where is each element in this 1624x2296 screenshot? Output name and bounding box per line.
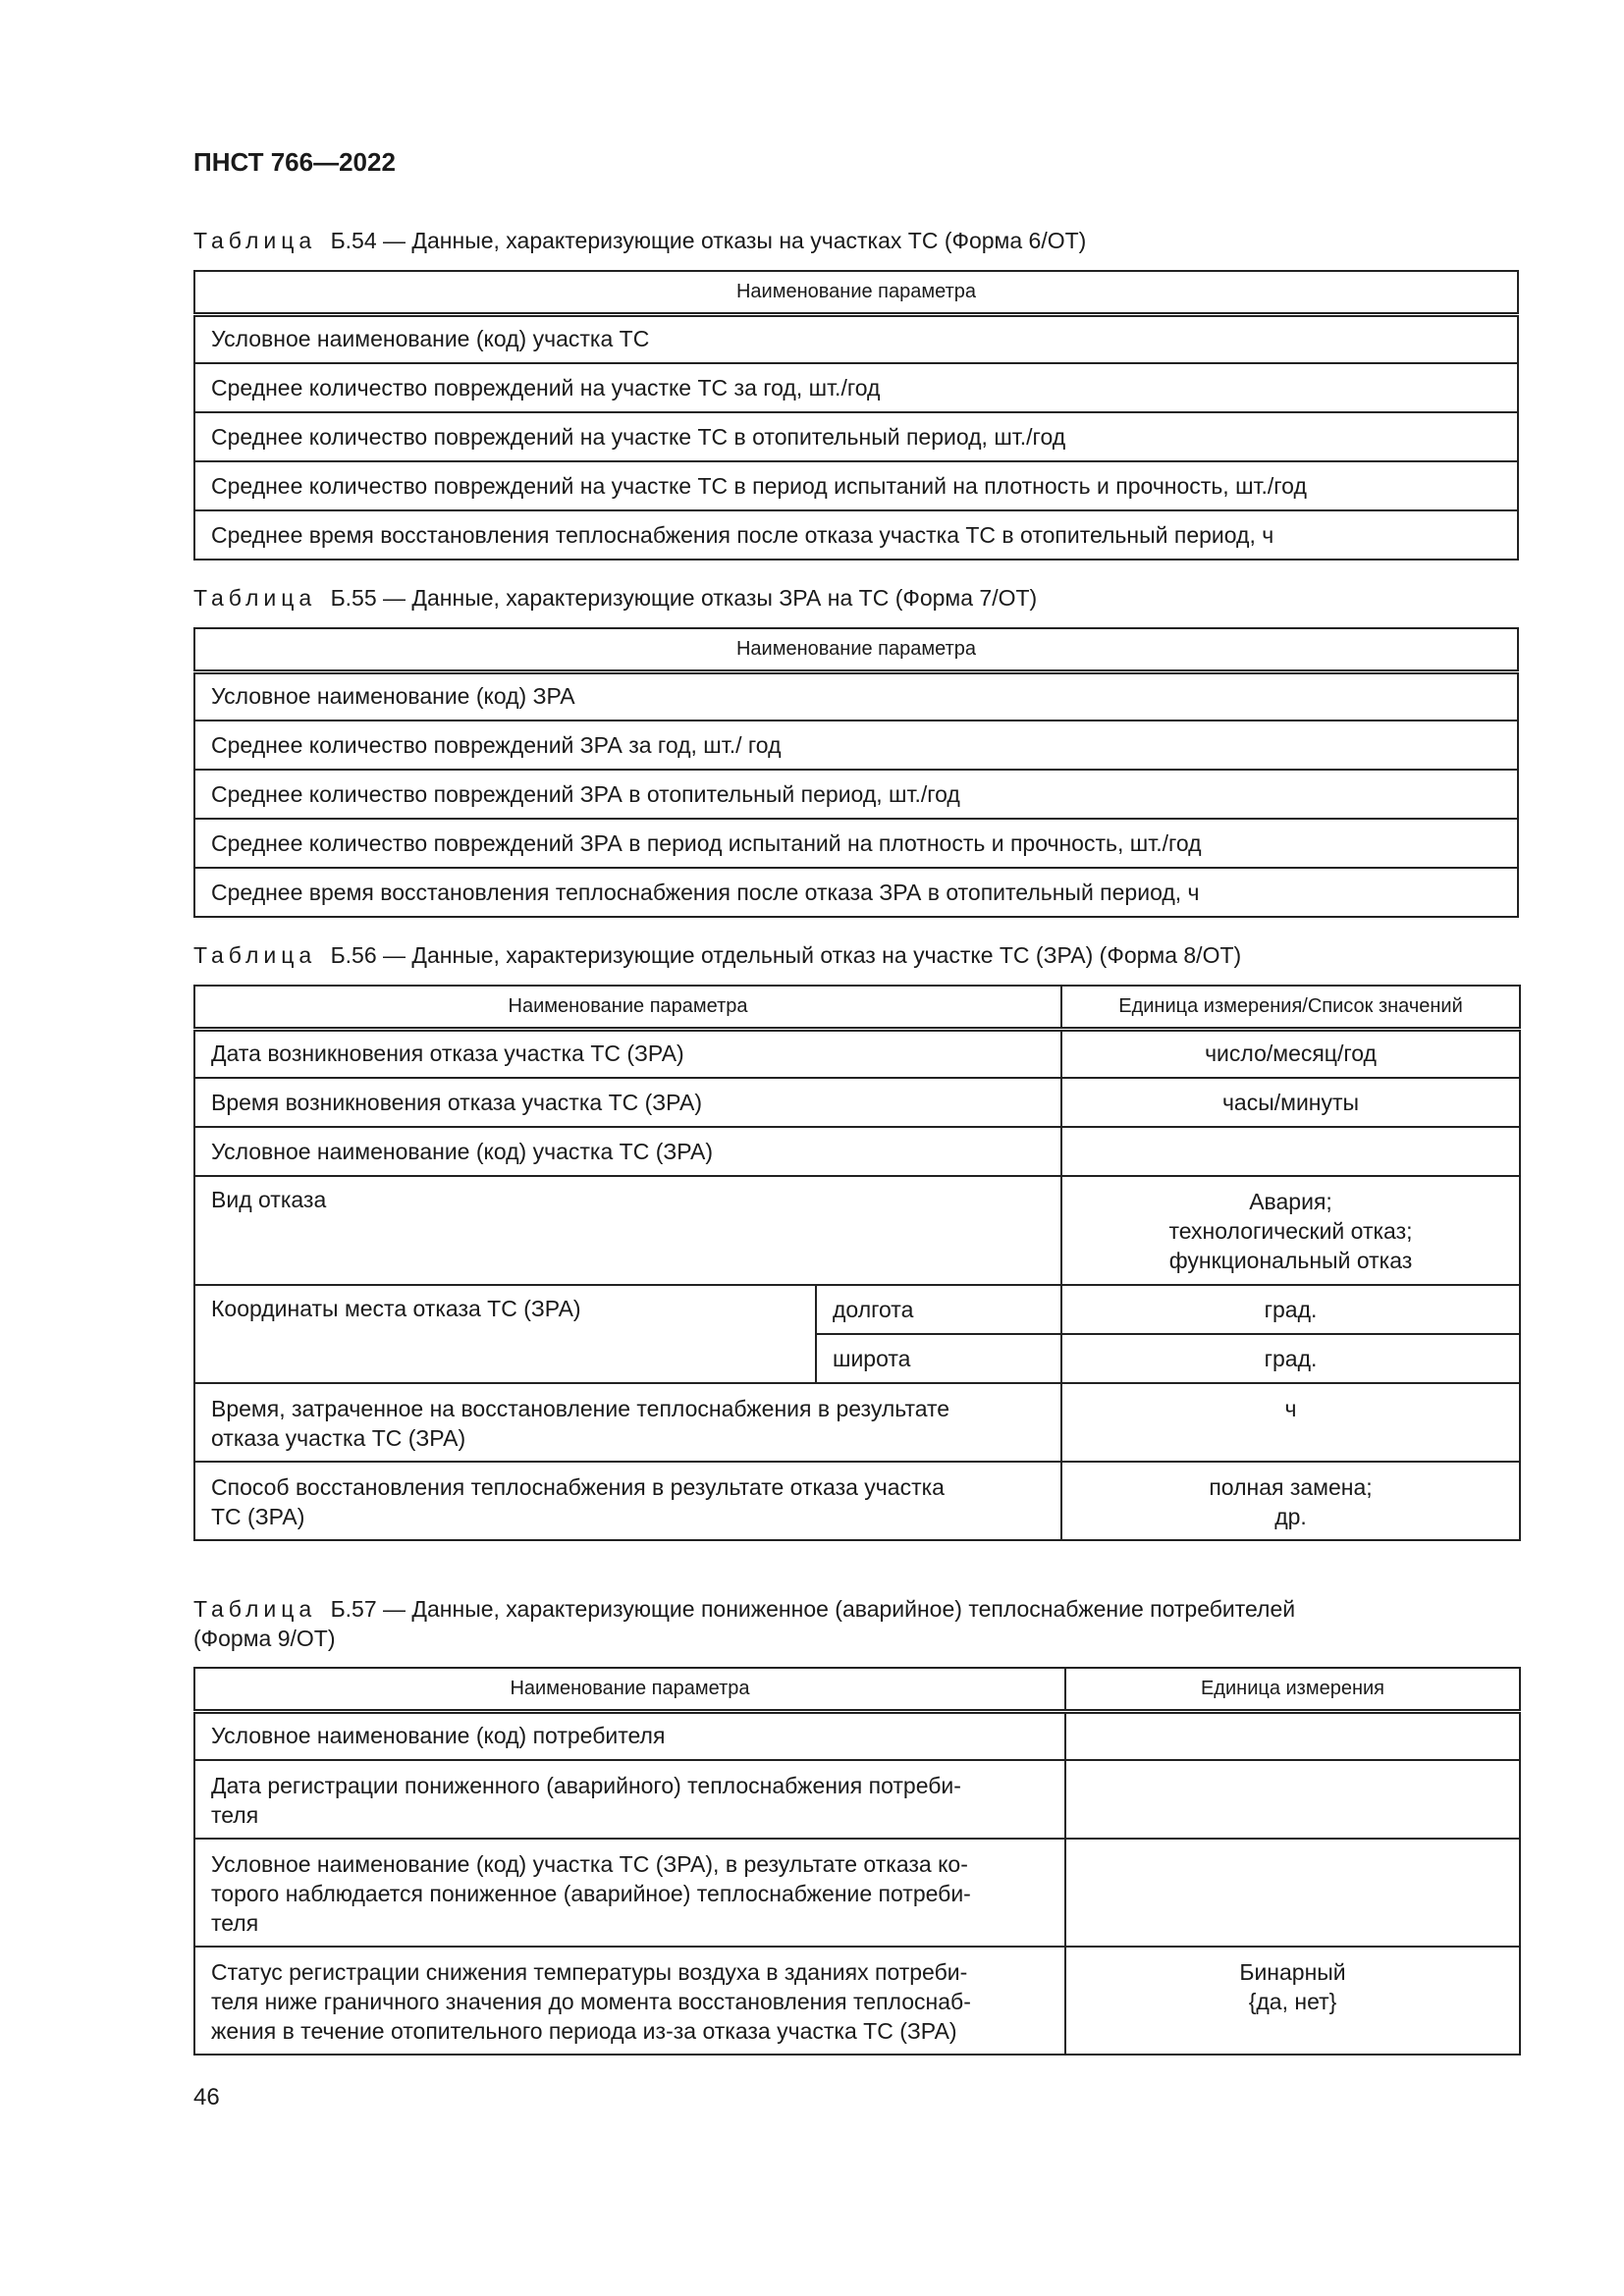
row-unit bbox=[1065, 1947, 1520, 2055]
row-unit: число/месяц/год bbox=[1061, 1029, 1520, 1078]
unit-line: Авария; bbox=[1249, 1189, 1332, 1214]
table-number: Б.56 bbox=[330, 942, 377, 968]
row-name bbox=[194, 1462, 1061, 1540]
name-line: Время, затраченное на восстановление теплоснабжения в результате bbox=[211, 1396, 950, 1421]
name-line: Статус регистрации снижения температуры воздуха в зданиях потреби- bbox=[211, 1959, 968, 1985]
column-header-name: Наименование параметра bbox=[194, 1668, 1065, 1711]
table-b54-caption bbox=[193, 226, 1519, 255]
name-line: ТС (ЗРА) bbox=[211, 1504, 305, 1529]
unit-line: технологический отказ; bbox=[1168, 1218, 1413, 1244]
table-b57-caption bbox=[193, 1594, 1519, 1653]
row-unit bbox=[1065, 1760, 1520, 1839]
column-header-name: Наименование параметра bbox=[194, 986, 1061, 1029]
table-number: Б.57 bbox=[330, 1596, 377, 1622]
table-title-continuation: (Форма 9/ОТ) bbox=[193, 1626, 336, 1651]
row-unit bbox=[1061, 1176, 1520, 1285]
column-header: Наименование параметра bbox=[194, 628, 1518, 671]
unit-line: др. bbox=[1274, 1504, 1307, 1529]
row-unit bbox=[1065, 1839, 1520, 1947]
unit-line: полная замена; bbox=[1209, 1474, 1373, 1500]
column-header-unit: Единица измерения bbox=[1065, 1668, 1520, 1711]
row-name: Условное наименование (код) потребителя bbox=[194, 1711, 1065, 1760]
sub-row-name: широта bbox=[816, 1334, 1061, 1383]
table-row: Среднее количество повреждений ЗРА за год, шт./ год bbox=[194, 721, 1518, 770]
table-b57 bbox=[193, 1667, 1521, 2056]
table-title: — Данные, характеризующие отдельный отказ на участке ТС (ЗРА) (Форма 8/ОТ) bbox=[383, 942, 1242, 968]
table-number: Б.54 bbox=[330, 228, 377, 253]
name-line: торого наблюдается пониженное (аварийное) теплоснабжение потреби- bbox=[211, 1881, 971, 1906]
row-name bbox=[194, 1760, 1065, 1839]
row-name bbox=[194, 1947, 1065, 2055]
table-row: Среднее количество повреждений ЗРА в отопительный период, шт./год bbox=[194, 770, 1518, 819]
table-row: Условное наименование (код) ЗРА bbox=[194, 671, 1518, 721]
table-number: Б.55 bbox=[330, 585, 377, 611]
name-line: теля bbox=[211, 1910, 259, 1936]
name-line: теля ниже граничного значения до момента восстановления теплоснаб- bbox=[211, 1989, 971, 2014]
table-title: — Данные, характеризующие пониженное (аварийное) теплоснабжение потребителей bbox=[383, 1596, 1296, 1622]
row-name bbox=[194, 1383, 1061, 1462]
table-label: Таблица bbox=[193, 228, 317, 253]
name-line: жения в течение отопительного периода из-за отказа участка ТС (ЗРА) bbox=[211, 2018, 957, 2044]
table-row: Среднее количество повреждений на участке ТС в период испытаний на плотность и прочность, шт./год bbox=[194, 461, 1518, 510]
unit-line: Бинарный bbox=[1239, 1959, 1346, 1985]
row-unit bbox=[1065, 1711, 1520, 1760]
table-b56-caption bbox=[193, 940, 1519, 970]
name-line: Способ восстановления теплоснабжения в результате отказа участка bbox=[211, 1474, 945, 1500]
table-b55-caption bbox=[193, 583, 1519, 613]
column-header: Наименование параметра bbox=[194, 271, 1518, 314]
row-name bbox=[194, 1839, 1065, 1947]
row-unit bbox=[1061, 1462, 1520, 1540]
table-b54 bbox=[193, 270, 1519, 561]
row-name: Время возникновения отказа участка ТС (ЗРА) bbox=[194, 1078, 1061, 1127]
name-line: Дата регистрации пониженного (аварийного) теплоснабжения потреби- bbox=[211, 1773, 961, 1798]
row-name: Вид отказа bbox=[194, 1176, 1061, 1285]
row-name: Условное наименование (код) участка ТС (ЗРА) bbox=[194, 1127, 1061, 1176]
row-unit: ч bbox=[1061, 1383, 1520, 1462]
table-row: Среднее количество повреждений ЗРА в период испытаний на плотность и прочность, шт./год bbox=[194, 819, 1518, 868]
document-code: ПНСТ 766—2022 bbox=[193, 147, 396, 177]
table-row: Среднее время восстановления теплоснабжения после отказа участка ТС в отопительный период, ч bbox=[194, 510, 1518, 560]
row-unit: град. bbox=[1061, 1334, 1520, 1383]
name-line: отказа участка ТС (ЗРА) bbox=[211, 1425, 466, 1451]
table-row: Среднее количество повреждений на участке ТС в отопительный период, шт./год bbox=[194, 412, 1518, 461]
row-name: Координаты места отказа ТС (ЗРА) bbox=[194, 1285, 816, 1383]
sub-row-name: долгота bbox=[816, 1285, 1061, 1334]
name-line: теля bbox=[211, 1802, 259, 1828]
table-row: Среднее время восстановления теплоснабжения после отказа ЗРА в отопительный период, ч bbox=[194, 868, 1518, 917]
unit-line: функциональный отказ bbox=[1168, 1248, 1413, 1273]
table-row: Среднее количество повреждений на участке ТС за год, шт./год bbox=[194, 363, 1518, 412]
table-label: Таблица bbox=[193, 942, 317, 968]
row-unit bbox=[1061, 1127, 1520, 1176]
unit-line: {да, нет} bbox=[1248, 1989, 1337, 2014]
column-header-unit: Единица измерения/Список значений bbox=[1061, 986, 1520, 1029]
table-row: Условное наименование (код) участка ТС bbox=[194, 314, 1518, 363]
table-title: — Данные, характеризующие отказы на участках ТС (Форма 6/ОТ) bbox=[383, 228, 1087, 253]
table-b56 bbox=[193, 985, 1521, 1541]
table-label: Таблица bbox=[193, 585, 317, 611]
row-unit: град. bbox=[1061, 1285, 1520, 1334]
table-label: Таблица bbox=[193, 1596, 317, 1622]
row-name: Дата возникновения отказа участка ТС (ЗРА) bbox=[194, 1029, 1061, 1078]
table-b55 bbox=[193, 627, 1519, 918]
name-line: Условное наименование (код) участка ТС (ЗРА), в результате отказа ко- bbox=[211, 1851, 968, 1877]
page-number: 46 bbox=[193, 2084, 220, 2110]
row-unit: часы/минуты bbox=[1061, 1078, 1520, 1127]
table-title: — Данные, характеризующие отказы ЗРА на ТС (Форма 7/ОТ) bbox=[383, 585, 1038, 611]
